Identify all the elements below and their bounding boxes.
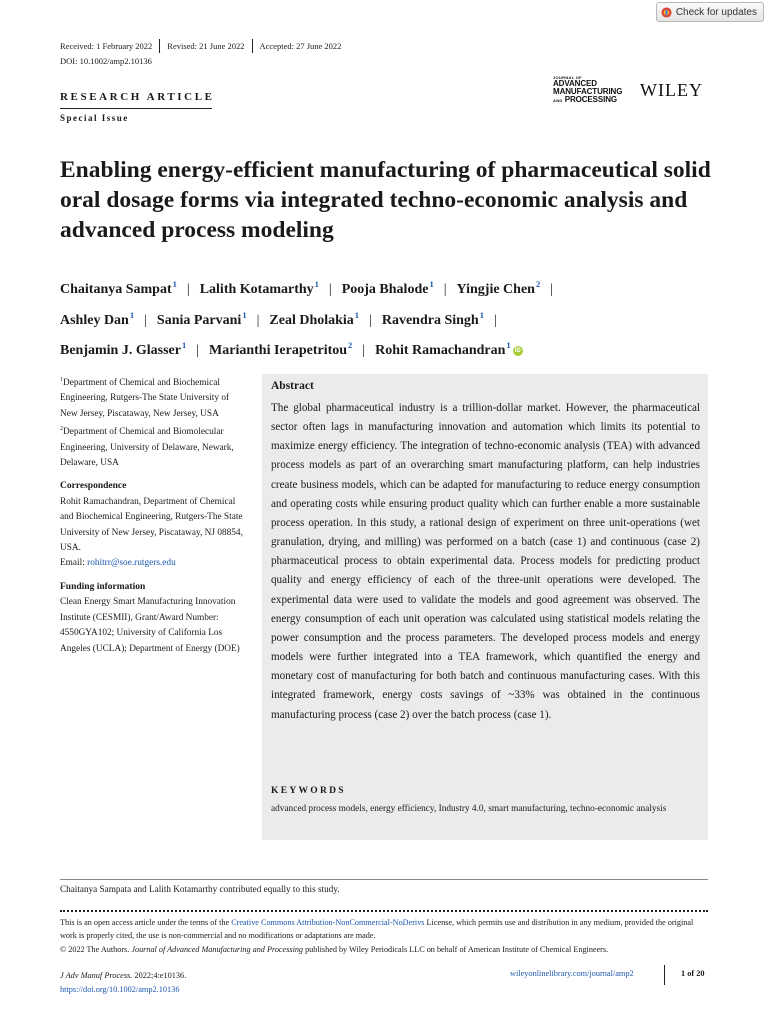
abstract-heading: Abstract bbox=[271, 380, 314, 392]
author[interactable]: Lalith Kotamarthy$^1$ bbox=[199, 279, 319, 297]
check-updates-icon bbox=[661, 7, 672, 18]
article-type: RESEARCH ARTICLE bbox=[60, 91, 215, 103]
article-dates bbox=[60, 39, 341, 53]
funding-heading: Funding information bbox=[60, 581, 146, 592]
author[interactable]: Chaitanya Sampat$^1$ bbox=[60, 279, 177, 297]
author[interactable]: Zeal Dholakia$^1$ bbox=[269, 309, 360, 328]
keywords-text: advanced process models, energy efficiency, Industry 4.0, smart manufacturing, techno-economic analysis bbox=[271, 804, 667, 814]
email-link[interactable]: rohitrr@soe.rutgers.edu bbox=[87, 558, 176, 569]
author[interactable]: Marianthi Ierapetritou$^2$ bbox=[209, 340, 353, 358]
license-text: This is an open access article under the terms of the Creative Commons Attribution-NonCommercial-NoDerivs License, which permits use and distribution in any medium, provided the original work is properly cited, the use is non-commercial and no modifications or adaptations are made. © 2022 The Authors. Journal of Advanced Manufacturing and Processing published by Wiley Periodicals LLC on behalf of American Institute of Chemical Engineers. bbox=[60, 918, 694, 954]
author[interactable]: Rohit Ramachandran$^1$ bbox=[375, 340, 511, 358]
logo-line: AND bbox=[553, 98, 563, 103]
divider bbox=[60, 879, 708, 880]
affiliation: $^2$Department of Chemical and Biomolecular Engineering, University of Delaware, Newark, Delaware, USA bbox=[60, 426, 234, 469]
author[interactable]: Ravendra Singh$^1$ bbox=[381, 309, 484, 328]
affiliation: $^1$Department of Chemical and Biochemical Engineering, Rutgers-The State University of New Jersey, Piscataway, New Jersey, USA bbox=[60, 377, 230, 419]
license-link[interactable]: Creative Commons Attribution-NonCommercial-NoDerivs bbox=[231, 918, 425, 927]
divider bbox=[60, 108, 212, 109]
correspondence-heading: Correspondence bbox=[60, 481, 127, 492]
funding-text: Clean Energy Smart Manufacturing Innovation Institute (CESMII), Grant/Award Number: 4550GYA102; University of California Los Angeles (UCLA); Department of Energy (DOE) bbox=[60, 597, 240, 654]
logo-line: MANUFACTURING bbox=[553, 87, 623, 96]
article-title: Enabling energy-efficient manufacturing of pharmaceutical solid oral dosage forms via integrated techno-economic analysis and advanced process modeling bbox=[60, 157, 711, 243]
divider bbox=[664, 965, 665, 985]
logo-line: ADVANCED bbox=[553, 79, 597, 88]
divider bbox=[159, 39, 160, 53]
abstract-text: The global pharmaceutical industry is a trillion-dollar market. However, the pharmaceutical sector often lags in manufacturing innovation and automation which limits its potential to maximize energy efficiency. The integration of techno-economic analysis (TEA) with advanced process models as part of an overarching smart manufacturing platform, can help industries create business models, which can be adapted for manufacturing to reduce energy consumption and operating costs while ensuring product quality which can further enable a more sustainable process operation. In this study, a rational design of experiment on three unit-operations (wet granulation, drying, and milling) was performed on a batch (case 1) and continuous (case 2) pharmaceutical process to obtain experimental data. Process models for predicting product quality and energy efficiency of each of the three-unit operations were developed. The experimental data were used to validate the models and good agreement was observed. The energy consumption of each unit operation was calculated using statistical models relating the power consumption and the process parameters. The developed process models and energy models were further integrated into a TEA framework, which quantified the energy and monetary cost of manufacturing for both batch and continuous manufacturing cases. With this integrated framework, energy costs savings of ~33% was obtained in the continuous manufacturing process (case 2) over the batch process (case 1). bbox=[271, 402, 700, 721]
journal-site-link[interactable]: wileyonlinelibrary.com/journal/amp2 bbox=[510, 969, 634, 978]
issue-label: Special Issue bbox=[60, 113, 129, 123]
author[interactable]: Sania Parvani$^1$ bbox=[156, 309, 247, 328]
received-date: Received: 1 February 2022 bbox=[60, 41, 153, 51]
publisher-logo: WILEY bbox=[640, 80, 703, 100]
logo-line: PROCESSING bbox=[564, 95, 618, 104]
accepted-date: Accepted: 27 June 2022 bbox=[259, 41, 342, 51]
page-number: 1 of 20 bbox=[681, 969, 705, 978]
author[interactable]: Pooja Bhalode$^1$ bbox=[341, 279, 434, 297]
correspondence-text: Rohit Ramachandran, Department of Chemical and Biochemical Engineering, Rutgers-The State University of New Jersey, Piscataway, NJ 08854, USA. Email: rohitrr@soe.rutgers.edu bbox=[60, 496, 243, 569]
dotted-divider bbox=[60, 910, 708, 912]
check-updates-label: Check for updates bbox=[675, 6, 757, 18]
citation: J Adv Manuf Process. 2022;4:e10136. https://doi.org/10.1002/amp2.10136 bbox=[60, 971, 187, 994]
author[interactable]: Yingjie Chen$^2$ bbox=[456, 279, 541, 297]
journal-logo bbox=[553, 76, 622, 104]
revised-date: Revised: 21 June 2022 bbox=[167, 41, 245, 51]
author[interactable]: Ashley Dan$^1$ bbox=[60, 309, 135, 328]
orcid-icon[interactable]: iD bbox=[514, 348, 521, 354]
keywords-heading: KEYWORDS bbox=[271, 786, 346, 796]
doi-link[interactable]: https://doi.org/10.1002/amp2.10136 bbox=[60, 984, 180, 994]
check-for-updates-button[interactable] bbox=[656, 2, 764, 22]
doi: DOI: 10.1002/amp2.10136 bbox=[60, 56, 152, 66]
divider bbox=[252, 39, 253, 53]
contribution-note: Chaitanya Sampata and Lalith Kotamarthy contributed equally to this study. bbox=[60, 884, 340, 894]
logo-line: JOURNAL OF bbox=[553, 75, 582, 80]
article-sidebar bbox=[60, 373, 245, 657]
author-list: Chaitanya Sampat$^1$ | Lalith Kotamarthy$^1$ | Pooja Bhalode$^1$ | Yingjie Chen$^2$ | Ashley Dan$^1$ | Sania Parvani$^1$ | Zeal Dholakia$^1$ | Ravendra Singh$^1$ | Benjamin J. Glasser$^1$ | Marianthi Ierapetritou$^2$ | Rohit Ramachandran$^1$iD bbox=[60, 279, 554, 358]
author[interactable]: Benjamin J. Glasser$^1$ bbox=[60, 340, 187, 358]
